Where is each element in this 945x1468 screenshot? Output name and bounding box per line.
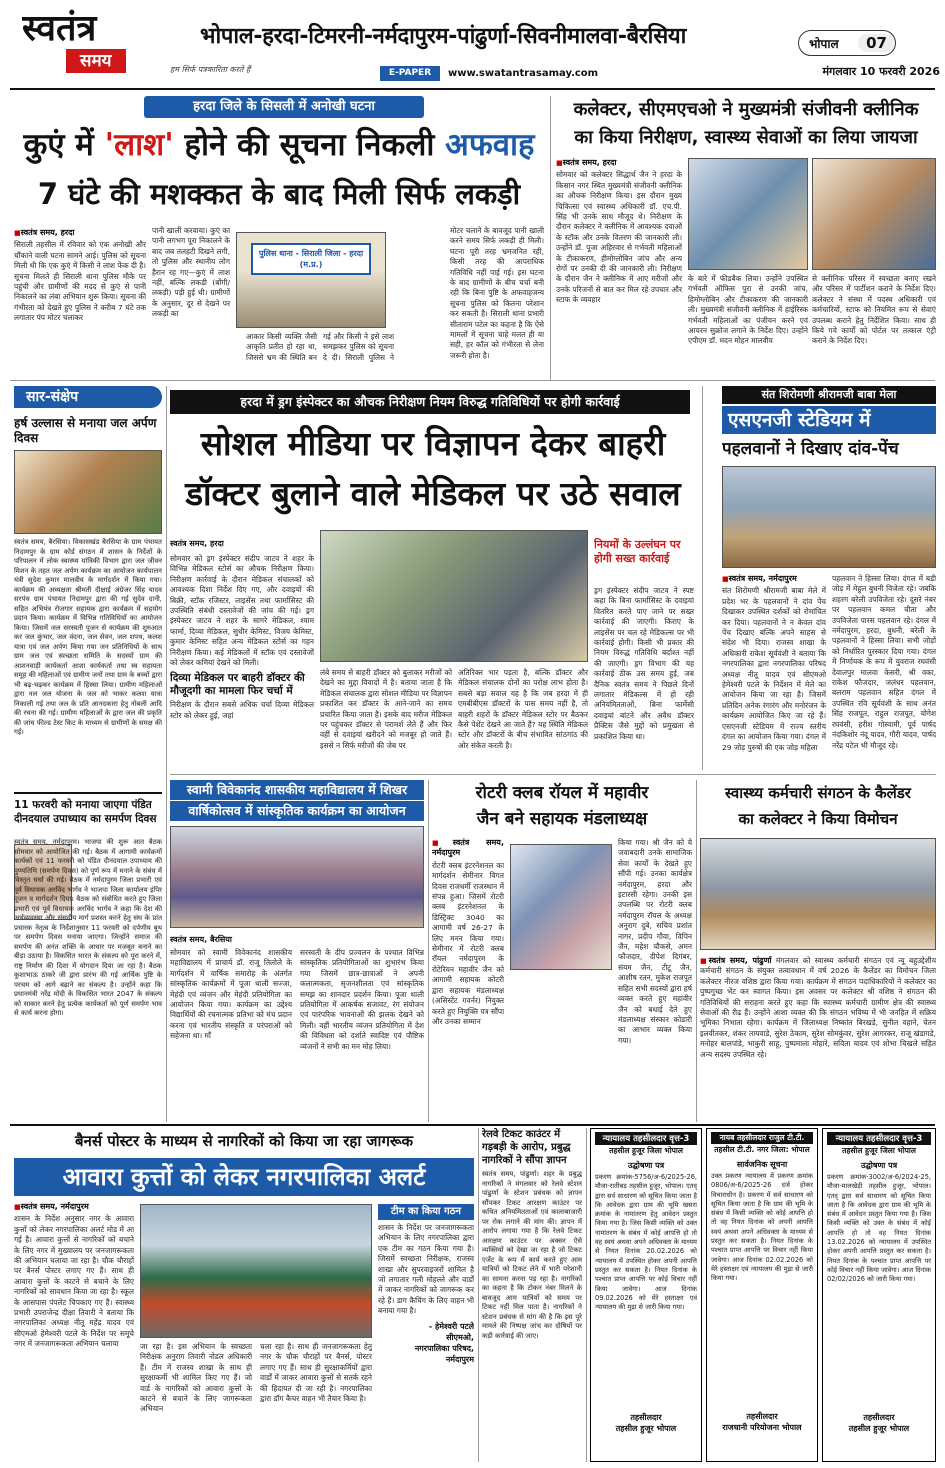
- notice-3-sign2: तहसील हुजूर भोपाल: [848, 1424, 910, 1433]
- cmo-sign-city: नर्मदापुरम: [445, 1354, 474, 1364]
- notice-1-sign1: तहसीलदार: [630, 1413, 662, 1422]
- wrestling-headline-2: पहलवानों ने दिखाए दांव-पेंच: [722, 439, 899, 459]
- brief-1-photo: [14, 450, 162, 534]
- drug-col1b-text: निरीक्षण के दौरान सबसे अधिक चर्चा दिव्या मेडिकल स्टोर को लेकर हुई, जहां: [170, 700, 314, 720]
- rotary-photo: [510, 844, 612, 970]
- story-health-calendar: [700, 780, 936, 1122]
- story-kicker: हरदा जिले के सिसली में अनोखी घटना: [144, 96, 424, 118]
- rules-box-headline: नियमों के उल्लंघन पर होगी सख्त कार्रवाई: [594, 538, 681, 565]
- notice-1-text: प्रकरण क्रमांक-5756/अ-6/2025-26, मौजा-रातीबड़ तहसील हुजूर, भोपाल। एतद् द्वारा सर्व साधारण को सूचित किया जाता है कि आवेदक द्वारा ग्राम की भूमि खसरा क्रमांक के नामांतरण हेतु आवेदन प्रस्तुत किया गया है। जिस किसी व्यक्ति को उक्त नामांतरण के संबंध में कोई आपत्ति हो तो वह स्वयं अथवा अपने अधिवक्ता के माध्यम से नियत दिनांक 20.02.2026 को न्यायालय में उपस्थित होकर अपनी आपत्ति प्रस्तुत कर सकता है। नियत दिनांक के पश्चात प्राप्त आपत्ति पर कोई विचार नहीं किया जावेगा। आज दिनांक 09.02.2026 को मेरे हस्ताक्षर एवं न्यायालय की मुद्रा से जारी किया गया।: [595, 1173, 697, 1312]
- dogs-col-3: चला रहा है। साथ ही जनजागरूकता हेतु नगर के चौक चौराहों पर बैनर्स, पोस्टर लगाए गए हैं। साथ ही सुरक्षाकर्मियों द्वारा वार्डों में जाकर आवारा कुत्तों से सतर्क रहने की हिदायत दी जा रही है। नगरपालिका द्वारा डॉग कैचर वाहन भी तैयार किया है।: [260, 1342, 372, 1404]
- pharmacy-photo: [320, 530, 588, 662]
- drug-kicker: हरदा में ड्रग इंस्पेक्टर का औचक निरीक्षण नियम विरुद्ध गतिविधियों पर होगी कार्रवाई: [170, 390, 690, 414]
- website-link[interactable]: www.swatantrasamay.com: [448, 68, 599, 79]
- rule-row1: [10, 380, 935, 381]
- cities-line: भोपाल-हरदा-टिमरनी-नर्मदापुरम-पांढुर्णा-सिवनीमालवा-बैरसिया: [200, 24, 687, 49]
- brief-2-text: स्वतंत्र समय, नर्मदापुरम। भाजपा की शुरू आत बैठक सोमवार को आयोजित की गई। बैठक में आगामी कार्यक्रमों कार्यकों एवं 11 फरवरी को पंडित दीनदयाल उपाध्याय की पुण्यतिथि (समर्पण दिवस) को पूर्ण रूप में मनाने के संबंध में विस्तृत चर्चा की गई। बैठक में नर्मदापुरम जिला प्रभारी एवं पूर्व विधायक अरविंद भार्गव ने भाजपा जिला कार्यालय इंपिर पूजन व मार्गदर्शन दिया। बैठक को संबोधित करते हुए जिला प्रभारी एवं पूर्व विधायक अरविंद भार्गव ने कहा कि देश की अर्थव्यवस्था और संसदीय मार्ग प्रशस्त करने हेतु संघ के प्रांत प्रचारक नेतृत्व के निर्देशानुसार 11 फरवरी को दर्पणीय बूथ पर समर्पण दिवस मनाया जाएगा। जिन्होंने समाज की समर्पण की अनंत शक्ति के आधार पर मजबूत बनाने का बीड़ा उठाया है। विकसित भारत के संकल्प को पूरा करने में, राष्ट्र निर्माण की दिशा में योगदान दिया जा रहा है। बैठक कुशाभाऊ ठाकरे जी द्वारा प्रारंभ की गई आर्थिक पुष्टि के परचम को आगे बढ़ाने का संकल्प है। उन्होंने कहा कि प्रधानमंत्री नरेंद्र मोदी के विकसित भारत 2047 के संकल्प को साकार करने हेतु प्रत्येक कार्यकर्ता को पूर्ण समर्पण भाव से कार्य करना होगा।: [14, 838, 162, 1017]
- college-col-1: सोमवार को स्वामी विवेकानंद शासकीय महाविद्यालय में प्राचार्य डॉ. राजू तिलोले के मार्गदर्शन में वार्षिक समारोह के अंतर्गत सांस्कृतिक कार्यक्रमों में पूजा थाली सज्जा, मेहंदी एवं व्यंजन और मेहंदी प्रतियोगिता का आयोजन किया गया। कार्यक्रम का उद्देश्य विद्यार्थियों की रचनात्मक प्रतिभा को मंच प्रदान करना एवं भारतीय संस्कृति व परंपराओं को सहेजना था। माँ: [170, 948, 292, 1041]
- dog-catcher-photo: [140, 1204, 372, 1338]
- legal-notice-2: [706, 1128, 818, 1462]
- notice-2-tehsil: तहसील टी.टी. नगर जिला: भोपाल: [711, 1144, 813, 1156]
- brief-1-text: स्वतंत्र समय, बैरसिया। विकासखंड बैरसिया के ग्राम पंचायत निदामपुर के ग्राम कोर्ड संगठन में शासन के निर्देशों के परिपालन में लोक स्वास्थ्य यांत्रिकी विभाग द्वारा जल जीवन मिशन के तहत जल अर्पण कार्यक्रम का आयोजन कार्यपालन यंत्री सुदेश कुमार मालवीय के मार्गदर्शन में किया गया। कार्यक्रम की अध्यक्षता श्रीमती दीक्षाई अंग्रेजर सिंह यादव सरपंच ग्राम पंचायत निदामपुर द्वारा की गई सुदेव दानी, सहित अभियंत्र रोजगार सहायक द्वारा कार्यक्रम में सहयोग प्रदान किया। कार्यक्रम में विभिन्न गतिविधियों का आयोजन किया। जिसमें जल सरस्वती पूजन से कार्यक्रम की शुरुआत कर जल कुंभार, जल वंदना, जल सेवन, जल शपथ, कलश यात्रा एवं जल अर्पण किया गया जन प्रतिनिधियों के साथ ग्राम जल एवं स्वच्छता समिति के सदस्यों ग्राम की आशनवाड़ी कार्यकर्ता आशा कार्यकर्ता तथा स्व सहायता समूह की महिलाओं एवं ग्रामीण जनों तथा ग्राम के बच्चों द्वारा भी बढ़-चढ़कर कार्यक्रम में हिस्सा लिया। ग्रामीण महिलाओं द्वारा नल जल योजना के जल को भाकर कलश यात्रा निकाली गई तथा जल के प्रति आनदकारा हेतु नोबली आदि की रचना की गई। ग्रामीण महिलाओं के द्वारा जल की प्रकृति की जांच फील्ड टेस्ट किट के माध्यम से ग्रामीणों के समक्ष की गई।: [14, 538, 162, 736]
- notice-1-sign2: तहसील हुजूर भोपाल: [615, 1424, 677, 1433]
- rotary-col-2: किया गया। श्री जैन को ये जवाबदारी उनके सामाजिक सेवा कार्यों के देखते हुए सौंपी गई। उनका कार्यक्षेत्र नर्मदापुरम, हरदा और इटारसी रहेगा। उनकी इस उपलब्धि पर रोटरी क्लब नर्मदापुरम रॉयल के अध्यक्ष अनुराग दुबे, सचिव प्रशांत नागर, प्रदीप गौवा, विपिन जैन, महेश चौकसे, अमन फौजदार, दीपेश दिगंबर, संयम जैन, टीटू जैन, आशीष रतन, मुकेश राजपूत सहित सभी सदस्यों द्वारा हर्ष व्यक्त करते हुए महावीर जैन को बधाई देते हुए मंडलाध्यक्ष संस्कार कोडारी का आभार व्यक्त किया गया।: [618, 838, 692, 1045]
- notice-3-tehsil: तहसील हुजूर जिला भोपाल: [827, 1145, 931, 1157]
- clinic-col-2: के बारे में फीडबैक लिया। उन्होंने उपस्थित गर्भवती ऑफिस पुरा से उनकी जांच, हिमोग्लोबिन और टीकाकरण की जानकारी ली। मुख्यमंत्री संजीवनी क्लीनिक में हाईरिस्क गर्भवती महिलाओं का पंजीयन करने एवं आयरन सुक्रोज लगाने के निर्देश दिए। उन्होंने एपीएम डॉ. मदन मोहन मालवीय: [688, 274, 808, 346]
- story-stray-dogs: [14, 1128, 474, 1462]
- headline-part-d: अफवाह: [445, 127, 535, 163]
- railway-headline: रेलवे टिकट काउंटर में गड़बड़ी के आरोप, प्रबुद्ध नागरिकों ने सौंपा ज्ञापन: [482, 1129, 571, 1166]
- drug-byline: स्वतंत्र समय, हरदा: [170, 539, 224, 548]
- rotary-headline-1: रोटरी क्लब रॉयल में महावीर: [475, 783, 649, 803]
- team-box: [378, 1204, 474, 1462]
- divider-v2: [166, 386, 167, 1122]
- divider-v5: [696, 780, 697, 1122]
- headline-part-c: होने की सूचना निकली: [173, 127, 446, 163]
- clinic-col-3: से क्लीनिक परिसर में स्वच्छता बनाए रखने और परिसर में पार्टीशन कराने के निर्देश दिए। कलेक्टर ने संस्था में पदस्थ अधिकारी एवं कर्मचारियों, स्टाफ को नियमित रूप से सेवाएं उपलब्ध कराने हेतु निर्देशित किया। साथ ही किये गये कार्यों को पोर्टल पर तत्काल एंट्री कराने के निर्देश दिए।: [812, 274, 936, 346]
- clinic-col1-text: सोमवार को कलेक्टर सिद्धार्थ जैन ने हरदा के किसान नगर स्थित मुख्यमंत्री संजीवनी क्लीनिक का औचक निरीक्षण किया। इस दौरान मुख्य चिकित्सा एवं स्वास्थ्य अधिकारी डॉ. एच.पी. सिंह भी उनके साथ मौजूद थे। निरीक्षण के दौरान कलेक्टर ने क्लीनिक में आवश्यक दवाओं के स्टॉक और उनके वितरण की जानकारी ली। उन्होंने डॉ. पूजा अहिरवार से गर्भवती महिलाओं के टीकाकरण, हीमोग्लोबिन जांच और अन्य रोगों पर उनकी दी की जानकारी ली। निरीक्षण के दौरान जैन ने क्लीनिक में आए मरीजों और उनके परिजनों से बात कर मिल रहे उपचार और स्टाफ के व्यवहार: [556, 170, 682, 305]
- team-box-text: शासन के निर्देश पर जनजागरूकता अभियान के लिए नगरपालिका द्वारा एक टीम का गठन किया गया है। जिसमें स्वच्छता निरीक्षक, राजस्व शाखा और सुपरवाइजरों शामिल है जो लगातार गली मोहल्ले और वार्डों में जाकर नागरिकों को जागरूक कर रहे हैं। डाग कैचिंग के लिए वाहन भी बनाया गया है।: [378, 1223, 474, 1316]
- dogs-kicker: बैनर्स पोस्टर के माध्यम से नागरिकों को किया जा रहा जागरूक: [74, 1132, 414, 1150]
- notice-3-title: उद्घोषणा पत्र: [860, 1161, 898, 1170]
- headline-part-b: 'लाश': [104, 127, 174, 163]
- sidebar-brief: [14, 386, 162, 1122]
- story-wrestling: [708, 386, 936, 770]
- story-col-1: [14, 228, 146, 372]
- notice-3-text: प्रकरण क्रमांक-3002/अ-6/2024-25, मौजा-मालखेड़ी तहसील हुजूर, भोपाल। एतद् द्वारा सर्व साधारण को सूचित किया जाता है कि आवेदक द्वारा ग्राम की भूमि के संबंध में आवेदन प्रस्तुत किया गया है। जिस किसी व्यक्ति को उक्त के संबंध में कोई आपत्ति हो तो वह नियत दिनांक 13.02.2026 को न्यायालय में उपस्थित होकर अपनी आपत्ति प्रस्तुत कर सकता है। नियत दिनांक के पश्चात प्राप्त आपत्ति पर कोई विचार नहीं किया जावेगा। आज दिनांक 02/02/2026 को जारी किया गया।: [827, 1173, 931, 1284]
- calendar-byline: ■ स्वतंत्र समय, पांढुर्णा: [700, 956, 772, 965]
- college-photo: [170, 826, 424, 928]
- edition-name: भोपाल: [809, 36, 839, 51]
- notice-1-court: न्यायालय तहसीलदार वृत्त-3: [595, 1132, 697, 1145]
- divider-v6: [478, 1128, 479, 1462]
- rule-row2: [170, 774, 936, 775]
- drug-col-4: ड्रग इंस्पेक्टर संदीप जाटव ने स्पष्ट कहा कि बिना फार्मासिस्ट के दवाइयां वितरित करते पाए जाने पर सख्त कार्रवाई की जाएगी। किराए के लाइसेंस पर चल रहे मेडिकल्स पर भी कार्रवाई होगी। किसी भी प्रकार की नियम विरुद्ध गतिविधि बर्दाश्त नहीं की जाएगी। ड्रग विभाग की यह कार्रवाई ठीक उस समय हुई, जब दैनिक स्वतंत्र समय ने पिछले दिनों लगातार मेडिकल्स में हो रही अनियमितताओं, बिना फार्मेसी दवाइयां बांटने और अवैध डॉक्टर प्रैक्टिस जैसे मुद्दों को प्रमुखता से प्रकाशित किया था।: [594, 586, 694, 741]
- col1-text: सिराली तहसील में रविवार को एक अनोखी और चौंकाने वाली घटना सामने आई। पुलिस को सूचना मिली थी कि एक कुएं में किसी ने लाश फेंक दी है। सूचना मिलते ही सिराली थाना पुलिस मौके पर पहुंची और ग्रामीणों की मदद से कुएं से पानी निकालने का लंबा अभियान शुरू किया। सूचना की गंभीरता को देखते हुए पुलिस ने करीब 7 घंटे तक लगातार पंप मोटर चलाकर: [14, 240, 146, 323]
- cmo-sign-org: नगरपालिका परिषद,: [414, 1343, 474, 1353]
- drug-col-3: अतिरिक्त भार पड़ता है, बल्कि डॉक्टर और मेडिकल संचालक दोनों का परोक्ष लाभ होता है। सबसे बड़ा सवाल यह है कि जब हरदा में ही एमबीबीएस डॉक्टरों के पास समय नहीं है, तो बाहरी शहरों के डॉक्टर मेडिकल स्टोर पर बैठकर कैसे पेशेंट देखने आ जाते हैं? यह स्थिति मेडिकल स्टोर और डॉक्टरों के बीच संभावित सांठगांठ की ओर संकेत करती है।: [458, 668, 588, 750]
- divider-v3: [702, 386, 703, 770]
- story-clinic-inspection: [556, 96, 936, 374]
- logo-line1: स्वतंत्र: [22, 8, 97, 49]
- notice-3-sign1: तहसीलदार: [863, 1413, 895, 1422]
- rotary-col-1: [432, 838, 504, 1122]
- story-col-3: आकार किसी व्यक्ति जैसी आकृति प्रतीत हो रहा था, जिससे भ्रम की स्थिति बन गई और किसी ने इसे लाश समझकर पुलिस को सूचना दे दी। सिराली पुलिस ने: [246, 332, 394, 362]
- story-col-2: पानी खाली करवाया। कुएं का पानी लगभग पूरा निकालने के बाद जब तलहटी दिखने लगी, तो पुलिस और स्थानीय लोग हैरान रह गए—कुएं में लाश नहीं, बल्कि लकड़ी (बोंगी/लकड़ी) पड़ी हुई थी। ग्रामीणों के अनुसार, दूर से देखने पर लकड़ी का: [152, 226, 230, 319]
- dogs-byline: ■ स्वतंत्र समय, नर्मदापुरम: [14, 1202, 134, 1212]
- cmo-sign-title: सीएमओ,: [446, 1332, 474, 1342]
- logo-line2: समय: [66, 49, 126, 73]
- wrestling-photo: [722, 466, 936, 568]
- brief-divider: [14, 792, 162, 794]
- brief-1-headline: हर्ष उल्लास से मनाया जल अर्पण दिवस: [14, 416, 157, 445]
- story-drug-inspector: [170, 386, 696, 770]
- notice-1-title: उद्घोषणा पत्र: [627, 1161, 665, 1170]
- masthead-rule: [10, 88, 935, 90]
- headline-part-a: कुएं में: [23, 127, 105, 163]
- dogs-col1-text: शासन के निर्देश अनुसार नगर के आवारा कुत्तों को लेकर नगरपालिका अलर्ट मोड में आ गई है। आवारा कुत्तों से नागरिकों को बचाने के लिए नगर में मुख्यालय पर जनजागरूकता की अभियान चलाया जा रहा है। चौक चौराहों पर बैनर्स पोस्टर लगाए गए हैं। साथ ही आवारा कुत्तों के काटने से बचाने के लिए नागरिकों को सावधान किया जा रहा है। स्कूल के आसपास पंपलेट चिपकाए गए हैं। स्वास्थ्य प्रभारी उपराजेन्द्र दीक्षा तिवारी ने बताया कि नगरपालिका अध्यक्ष नीतू महेंद्र यादव एवं सीएमओ हेमेश्वरी पटले के निर्देश पर समूचे नगर में जनजागरूकता अभियान चलाया: [14, 1214, 134, 1349]
- drug-subhead: दिव्या मेडिकल पर बाहरी डॉक्टर की मौजूदगी का मामला फिर चर्चा में: [170, 672, 305, 698]
- calendar-text: [700, 956, 936, 1122]
- college-headline-1: स्वामी विवेकानंद शासकीय महाविद्यालय में शिखर: [170, 780, 424, 800]
- story-rotary: [432, 780, 692, 1122]
- masthead: [0, 0, 945, 90]
- clinic-col-1: [556, 158, 682, 372]
- police-station-photo: [236, 232, 386, 328]
- story-well-rumor: [14, 96, 544, 374]
- rule-row3: [10, 1124, 935, 1126]
- railway-text: स्वतंत्र समय, पांढुर्णा। शहर के प्रबुद्ध नागरिकों ने मंगलवार को रेलवे स्टेशन पांढुर्णा के स्टेशन प्रबंधक को ज्ञापन सौंपकर टिकट आरक्षण काउंटर पर कथित अनियमितताओं एवं कालाबाजारी पर रोक लगाने की मांग की। ज्ञापन में आरोप लगाया गया है कि रेलवे टिकट आरक्षण काउंटर पर अक्सर ऐसे व्यक्तियों को देखा जा रहा है जो टिकट एजेंट के रूप में कार्य करते हुए आम यात्रियों को टिकट लेने में भारी परेशानी का सामना करना पड़ रहा है। नागरिकों का कहना है कि टोकन नंबर मिलने के बावजूद आम यात्रियों को समय पर टिकट नहीं मिल पाता है। नागरिकों ने स्टेशन प्रबंधक से मांग की है कि इस पूरे मामले की निष्पक्ष जांच कर दोषियों पर कड़ी कार्रवाई की जाए।: [482, 1170, 582, 1340]
- dogs-col-1: [14, 1202, 134, 1462]
- drug-col1-text: सोमवार को ड्रग इंस्पेक्टर संदीप जाटव ने शहर के विभिन्न मेडिकल स्टोर्स का औचक निरीक्षण किया। निरीक्षण कार्रवाई के दौरान मेडिकल संचालकों को आवश्यक दिशा निर्देश दिए गए, और दवाइयों की बिक्री, स्टॉक रजिस्टर, लाइसेंस तथा फार्मासिस्ट की उपस्थिति संबंधी दस्तावेजों की जांच की गई। ड्रग इंस्पेक्टर जाटव ने शहर के सागरे मेडिकल, श्याम फार्मा, दिव्या मेडिकल, सुधीर केमिस्ट, विजय केमिस्ट, कुमार केमिस्ट सहित अन्य मेडिकल स्टोर्स का गहन निरीक्षण किया। कई मेडिकलों में स्टॉक एवं दस्तावेजों को लेकर कमियां देखने को मिली।: [170, 554, 314, 668]
- tagline: हम सिर्फ पत्रकारिता करते हैं: [170, 65, 251, 74]
- divider-v1: [550, 96, 551, 380]
- drug-col-2: लंबे समय से बाहरी डॉक्टर को बुलाकर मरीजों को देखने का मुद्दा विवादों में है। बताया जाता है कि मेडिकल संचालक द्वारा सोशल मीडिया पर विज्ञापन प्रकाशित कर डॉक्टर के आने-जाने का समय प्रचारित किया जाता है। इसके बाद मरीज मेडिकल पर पहुंचकर डॉक्टर से परामर्श लेते हैं और फिर वहीं से दवाइयां खरीदने को मजबूर हो जाते हैं। इससे न सिर्फ मरीजों की जेब पर: [320, 668, 452, 750]
- clinic-headline-1: कलेक्टर, सीएमएचओ ने मुख्यमंत्री संजीवनी क्लीनिक: [573, 99, 919, 120]
- calendar-photo: [700, 838, 936, 950]
- college-headline-2: वार्षिकोत्सव में सांस्कृतिक कार्यक्रम का आयोजन: [170, 801, 424, 821]
- wrestling-col-1: [722, 574, 826, 770]
- wrestling-headline-1: एसएनजी स्टेडियम में: [722, 406, 936, 434]
- notice-3-court: न्यायालय तहसीलदार वृत्त-3: [827, 1132, 931, 1145]
- clinic-photo-2: [812, 158, 936, 270]
- drug-col-1: [170, 554, 314, 770]
- sidebar-title: सार-संक्षेप: [14, 386, 162, 408]
- notice-2-sign1: तहसीलदार: [746, 1412, 778, 1421]
- story-col-4: मोटर चलाने के बावजूद पानी खाली करने समय सिर्फ लकड़ी ही मिली। घटना पूरी तरह भ्रमजनित रही, किसी तरह की आपराधिक गतिविधि नहीं पाई गई। इस घटना के बाद ग्रामीणों के बीच चर्चा बनी रही कि बिना पुष्टि के अफवाहजन्य सूचना पुलिस को कितना परेशान कर सकती है। सिराली थाना प्रभारी सीताराम पटेल का कहना है कि ऐसे मामलों में सूचना चाहे मलत ही या सही, हर कॉल को गंभीरता से लेना जरूरी होता है।: [450, 226, 544, 360]
- rotary-col1-text: रोटरी क्लब इंटरनेशनल का मार्गदर्शन सेमीनार विगत दिवस राजधर्मी राजस्थान में संपन्न हुआ। जिसमें रोटरी क्लब इंटरनेशनल के डिस्ट्रिक्ट 3040 का आगामी वर्ष 26-27 के लिए मनन किया गया। सेमीनार में रोटरी क्लब रॉयल नर्मदापुरम के रोटेरियन महावीर जैन को आगामी सहायक कोटरी द्वारा सहायक मंडलाध्यक्ष (असिस्टेंट गवर्नर) नियुक्त करते हुए नियुक्ति पत्र सौंपा और उनका सम्मान: [432, 860, 504, 1026]
- brief-2-headline: 11 फरवरी को मनाया जाएगा पंडित दीनदयाल उपाध्याय का समर्पण दिवस: [14, 799, 157, 825]
- clinic-photo-1: [688, 158, 808, 270]
- notice-1-tehsil: तहसील हुजूर जिला भोपाल: [595, 1145, 697, 1157]
- team-box-headline: टीम का किया गठन: [378, 1204, 474, 1220]
- notice-2-sign2: राजधानी परियोजना भोपाल: [722, 1423, 802, 1432]
- notice-2-text: उक्त प्रकरण न्यायालय में प्रकरण क्रमांक 0806/अ-6/2025-26 दर्ज होकर विचाराधीन है। प्रकरण में सर्व साधारण को सूचित किया जाता है कि ग्राम की भूमि के संबंध में किसी व्यक्ति को कोई आपत्ति हो तो वह नियत दिनांक को अपनी आपत्ति स्वयं अथवा अपने अधिवक्ता के माध्यम से प्रस्तुत कर सकता है। नियत दिनांक के पश्चात प्राप्त आपत्ति पर विचार नहीं किया जावेगा। आज दिनांक 02.02.2026 को मेरे हस्ताक्षर एवं न्यायालय की मुद्रा से जारी किया गया।: [711, 1172, 813, 1283]
- wrestling-col-2: पहलवान ने हिस्सा लिया। दंगल में बड़ी जोड़ में मेहुल बुधनी विजेता रहे। जबकि शहरग बरेली उपविजेता रहे। दूसरे नंबर पर पहलवान कमल चीता और उपविजेता पारस पहलवान रहे। दंगल में नर्मदापुरम, हरदा, बुधनी, बरेली के पहलवानों ने हिस्सा लिया। सभी जोड़ों को निर्धारित पुरस्कार दिया गया। दंगल में निर्णायक के रूप में युवराज रघवंसी देवालपुर मालवा केसरी, श्री वका, राकेश फौजदार, जलंधर पहलवान, बलराम पहलवान सहित दंगल में उपस्थित रवि सूर्यवंशी के साथ अनंत सिंह राजपूत, राहुल राजपूत, योगेश रघवंसी, हरीश गोस्वामी, पूर्व पार्षद नंदकिशोर नंदू यादव, गौरी यादव, पार्षद नरेंद्र पटेल भी मौजूद रहे।: [832, 574, 936, 750]
- college-col-2: सरस्वती के दीप प्रज्वलन के पश्चात विभिन्न सांस्कृतिक प्रतियोगिताओं का शुभारंभ किया गया जिसमें छात्र-छात्राओं ने अपनी कलात्मकता, सृजनशीलता एवं सांस्कृतिक समझ का शानदार प्रदर्शन किया। पूजा थाली प्रतियोगिता में आकर्षक सजावट, रंग संयोजन एवं पारंपरिक भावनाओं की झलक देखने को मिली। वहीं भारतीय व्यंजन प्रतियोगिता में देश की विविधता को दर्शाते स्वादिष्ट एवं पौष्टिक व्यंजनों ने सभी का मन मोह लिया।: [300, 948, 424, 1051]
- story-subheadline: 7 घंटे की मशक्कत के बाद मिली सिर्फ लकड़ी: [37, 177, 521, 211]
- divider-v7: [586, 1128, 587, 1462]
- drug-headline-1: सोशल मीडिया पर विज्ञापन देकर बाहरी: [200, 424, 666, 463]
- story-railway-ticket: [482, 1128, 582, 1462]
- dogs-col-2: जा रहा है। इस अभियान के स्वच्छता निरीक्षक अनुराग तिवारी नोडल अधिकारी हैं। टीम में राजस्व शाखा के साथ ही सुरक्षाकर्मी भी शामिल किए गए हैं। जो वार्ड के नागरिकों को आवारा कुत्तों के काटने से बचाने के लिए जागरूकता अभियान: [140, 1342, 252, 1414]
- college-byline: स्वतंत्र समय, बैरसिया: [170, 935, 233, 944]
- divider-v4: [428, 780, 429, 1122]
- calendar-headline-2: का कलेक्टर ने किया विमोचन: [738, 810, 898, 828]
- issue-date: मंगलवार 10 फरवरी 2026: [822, 65, 940, 78]
- edition-box: [798, 30, 896, 56]
- wrestling-kicker: संत शिरोमणी श्रीरामजी बाबा मेला: [722, 386, 936, 404]
- wrestling-byline: ■ स्वतंत्र समय, नर्मदापुरम: [722, 574, 826, 584]
- rotary-byline: ■ स्वतंत्र समय, नर्मदापुरम: [432, 838, 504, 859]
- clinic-byline: ■ स्वतंत्र समय, हरदा: [556, 158, 682, 168]
- drug-headline-2: डॉक्टर बुलाने वाले मेडिकल पर उठे सवाल: [185, 474, 681, 513]
- legal-notice-3: [822, 1128, 936, 1462]
- calendar-headline-1: स्वास्थ्य कर्मचारी संगठन के कैलेंडर: [725, 784, 911, 802]
- police-sign: पुलिस थाना - सिराली जिला - हरदा (म.प्र.): [251, 243, 371, 275]
- page-number: 07: [858, 34, 895, 52]
- notice-2-court: नायब तहसीलदार राजुल टी.टी.: [711, 1132, 813, 1144]
- byline: ■ स्वतंत्र समय, हरदा: [14, 228, 146, 238]
- epaper-badge: E-PAPER: [380, 66, 440, 81]
- dogs-headline: आवारा कुत्तों को लेकर नगरपालिका अलर्ट: [14, 1158, 474, 1196]
- clinic-headline-2: का किया निरीक्षण, स्वास्थ्य सेवाओं का लिया जायजा: [574, 127, 918, 148]
- wrestling-col1-text: संत शिरोमणी श्रीरामजी बाबा मेले में प्रदेश भर के पहलवानों ने दांव पेंच दिखाकर उपस्थित दर्शकों को रोमांचित कर दिया। पहलवानों ने न केवल दांव पेंच दिखाए बल्कि अपने साहस से संदेश भी दिया। राजस्व शाखा के अधिकारी राकेश सूर्यवंशी ने बताया कि नगरपालिका द्वारा नगरपालिका परिषद अध्यक्ष नीतू यादव एवं सीएमओ हेमेश्वरी पटले के निर्देशन में मेले का आयोजन किया जा रहा है। जिसमें प्रतिदिन अनेक रंगारंग और मनोरंजन के कार्यक्रम आयोजित किए जा रहे हैं। एसएनजी स्टेडियम में राज्य स्तरीय दंगल का आयोजन किया गया। दंगल में 29 जोड़ पुरुषों की एक जोड़ महिला: [722, 586, 826, 752]
- notice-2-title: सार्वजनिक सूचना: [736, 1160, 788, 1169]
- rotary-headline-2: जैन बने सहायक मंडलाध्यक्ष: [476, 809, 648, 829]
- story-college-fest: [170, 780, 424, 1122]
- cmo-sign-name: - हेमेश्वरी पटले: [428, 1321, 474, 1331]
- legal-notice-1: [590, 1128, 702, 1462]
- logo: [22, 8, 172, 78]
- calendar-body: मंगलवार को स्वास्थ्य कर्मचारी संगठन एवं न्यू बहुउद्देशीय कर्मचारी संगठन के संयुक्त तत्वावधान में वर्ष 2026 के कैलेंडर का विमोचन जिला कलेक्टर नीरज वशिष्ठ द्वारा किया गया। कार्यक्रम में संगठन पदाधिकारियों ने कलेक्टर का पुष्पगुच्छ भेंट कर स्वागत किया। इस अवसर पर कलेक्टर श्री वशिष्ठ ने संगठन की गतिविधियों की सराहना करते हुए कहा कि स्वास्थ्य कर्मचारी ग्रामीण क्षेत्र की स्वास्थ्य सेवाओं की रीढ़ हैं। उन्होंने आशा व्यक्त की कि संगठन भविष्य में भी जनहित में सक्रिय भूमिका निभाता रहेगा। कार्यक्रम में जिलाध्यक्ष निष्कांत बिरखड़े, सुनील वहाने, चेतन इलवीतकर, शंकर तायवाडे, सुरेश ठेकाम, सुरेश सोमकुंवर, सुरेश आगरकर, राजू खंडागडे, मनोहर बालपांडे, भाकुरी साहू, पुष्पमाला मोहारे, सविता यादव एवं शोभा चिखले सहित अन्य सदस्य उपस्थित रहे।: [700, 956, 936, 1059]
- story-headline: [14, 122, 544, 168]
